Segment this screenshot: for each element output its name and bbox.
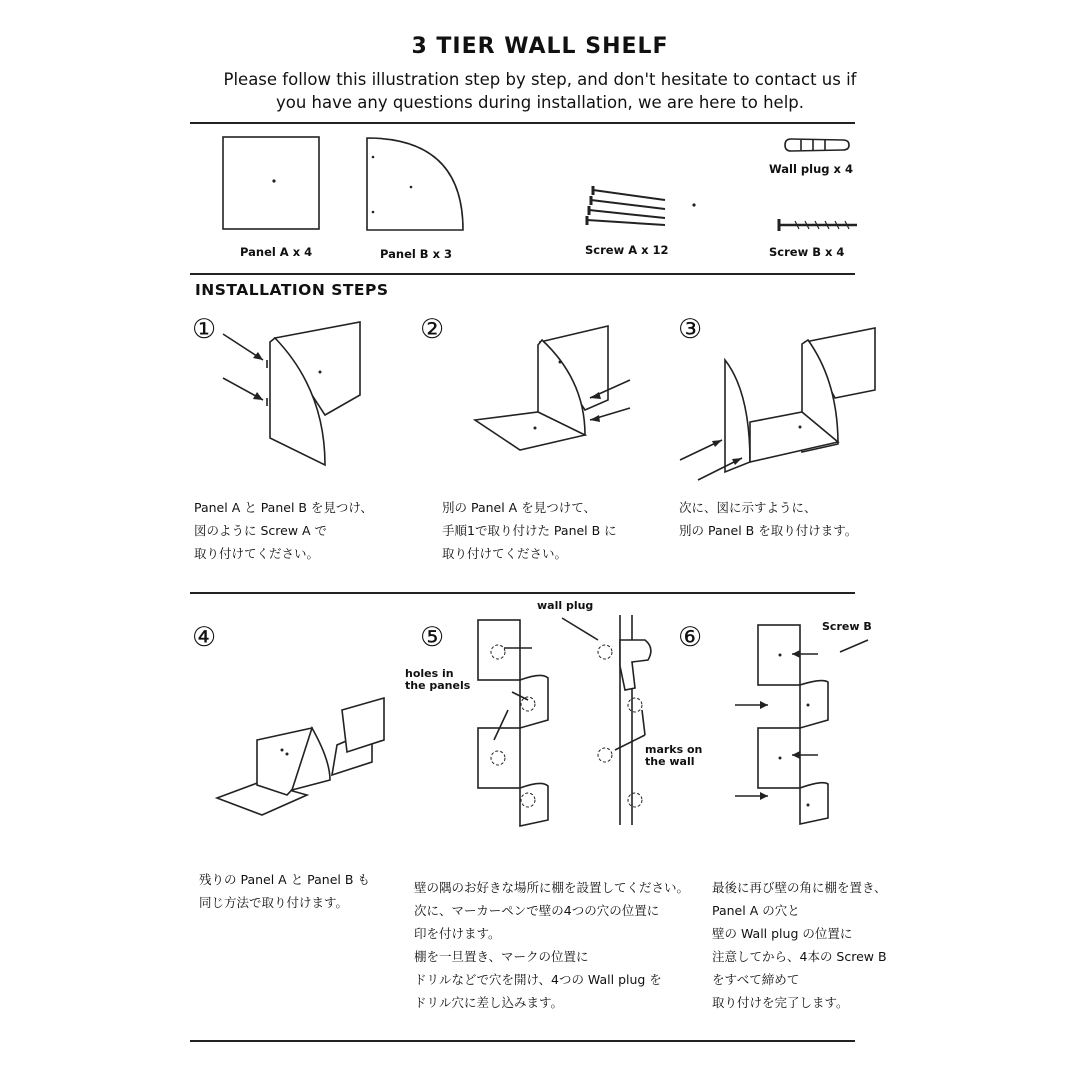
screw-a-label: Screw A x 12 [585,243,669,257]
step-6-number: ⑥ [678,622,703,653]
divider [190,1040,855,1042]
step-1-description: Panel A と Panel B を見つけ、 図のように Screw A で 取り付けてください。 [194,500,373,561]
wall-plug-label: Wall plug x 4 [769,162,853,176]
step-5-number: ⑤ [420,622,445,653]
divider [190,592,855,594]
panel-a-illustration [222,136,322,231]
step-6-description: 最後に再び壁の角に棚を置き、 Panel A の穴と 壁の Wall plug の位置に 注意してから、4本の Screw B をすべて締めて 取り付けを完了します。 [712,880,887,1010]
wall-plug-illustration [783,136,853,154]
step-2-number: ② [420,314,445,345]
stray-dot [692,203,696,207]
step-1-illustration [215,320,375,480]
step-4-description: 残りの Panel A と Panel B も 同じ方法で取り付けます。 [199,872,370,910]
step-3-illustration [680,322,880,482]
step-3-number: ③ [678,314,703,345]
step-3-description: 次に、図に示すように、 別の Panel B を取り付けます。 [679,500,858,538]
step-5-description: 壁の隅のお好きな場所に棚を設置してください。 次に、マーカーペンで壁の4つの穴の位置に 印を付けます。 棚を一旦置き、マークの位置に ドリルなどで穴を開け、4つの Wall plug を ドリル穴に差し込みます。 [414,880,690,1010]
step-2-description: 別の Panel A を見つけて、 手順1で取り付けた Panel B に 取り付けてください。 [442,500,617,561]
installation-heading: INSTALLATION STEPS [195,281,389,299]
panel-b-illustration [366,137,466,232]
wall-plug-callout: wall plug [537,599,594,612]
step-1-number: ① [192,314,217,345]
step-4-illustration [212,690,392,820]
intro-line-2: you have any questions during installation, we are here to help. [275,93,805,112]
panel-b-label: Panel B x 3 [380,247,453,261]
step-5-illustration [470,610,703,830]
screw-b-illustration [775,217,865,233]
screw-b-callout: Screw B [822,620,872,633]
page-title: 3 TIER WALL SHELF [411,34,669,59]
panel-a-label: Panel A x 4 [240,245,313,259]
screw-b-label: Screw B x 4 [769,245,845,259]
step-6-illustration [730,620,880,830]
divider [190,122,855,124]
screw-a-illustration [585,185,675,235]
holes-callout: holes in the panels [405,667,471,692]
divider [190,273,855,275]
step-4-number: ④ [192,622,217,653]
intro-line-1: Please follow this illustration step by step, and don't hesitate to contact us if [223,70,857,89]
step-2-illustration [470,320,640,470]
marks-callout: marks on the wall [645,743,703,768]
